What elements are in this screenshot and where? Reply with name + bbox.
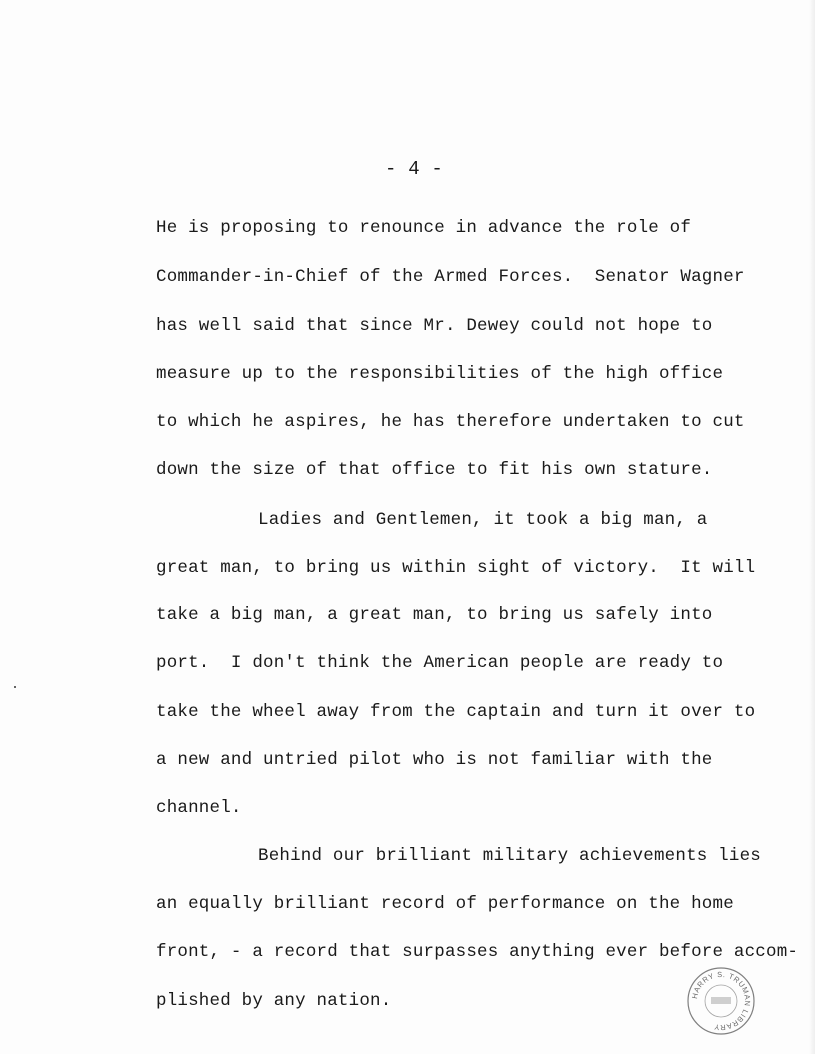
text-line: take the wheel away from the captain and turn it over to <box>156 702 756 722</box>
text-line: Commander-in-Chief of the Armed Forces. Senator Wagner <box>156 267 745 287</box>
page-number: - 4 - <box>385 158 444 180</box>
text-line: an equally brilliant record of performance on the home <box>156 894 734 914</box>
text-line: Ladies and Gentlemen, it took a big man, a <box>258 510 708 530</box>
text-line: plished by any nation. <box>156 991 392 1011</box>
text-line: front, - a record that surpasses anything ever before accom- <box>156 942 799 962</box>
text-line: Behind our brilliant military achievements lies <box>258 846 761 866</box>
stamp-text: HARRY S. TRUMAN LIBRARY <box>690 969 753 1033</box>
text-line: take a big man, a great man, to bring us safely into <box>156 605 713 625</box>
text-line: down the size of that office to fit his own stature. <box>156 460 713 480</box>
scan-speck <box>14 686 16 688</box>
text-line: a new and untried pilot who is not familiar with the <box>156 750 713 770</box>
text-line: has well said that since Mr. Dewey could not hope to <box>156 316 713 336</box>
text-line: port. I don't think the American people are ready to <box>156 653 724 673</box>
text-line: to which he aspires, he has therefore undertaken to cut <box>156 412 745 432</box>
text-line: He is proposing to renounce in advance the role of <box>156 218 692 238</box>
text-line: measure up to the responsibilities of the high office <box>156 364 724 384</box>
text-line: great man, to bring us within sight of victory. It will <box>156 558 756 578</box>
library-stamp <box>686 966 756 1036</box>
text-line: channel. <box>156 798 242 818</box>
page-edge-shadow <box>809 0 815 1054</box>
stamp-center-mark <box>711 997 731 1004</box>
